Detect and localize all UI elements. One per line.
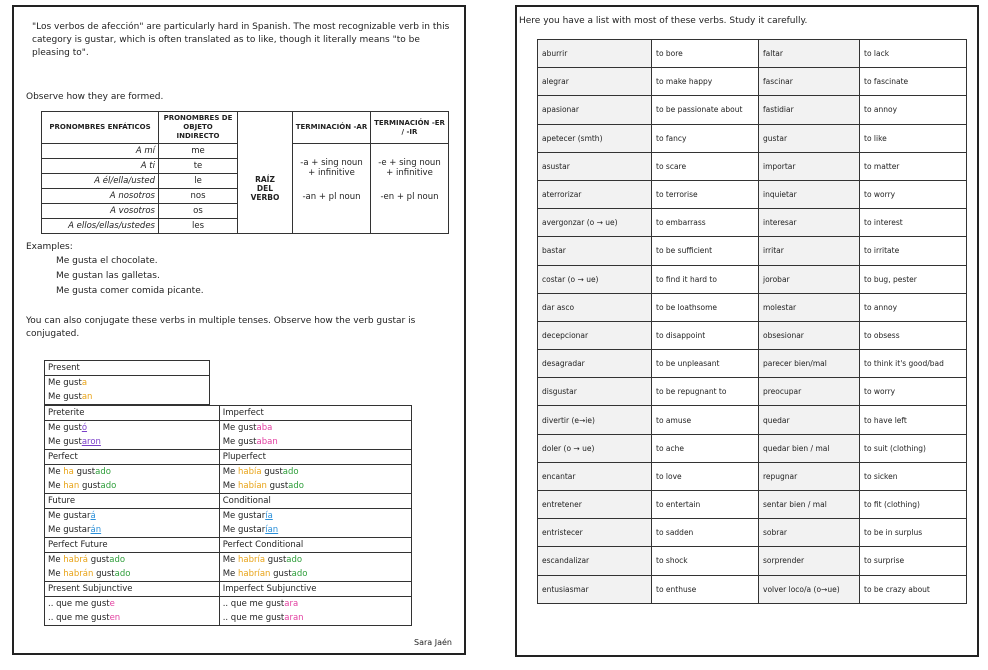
verb-es: fastidiar [759,96,860,124]
conj-line: Me gustaba [219,421,411,436]
verb-en: to be passionate about [652,96,759,124]
vocab-row [538,462,967,490]
pron-oi: les [159,219,238,234]
verb-es: disgustar [538,378,652,406]
verb-en: to ache [652,434,759,462]
conj-intro: You can also conjugate these verbs in multiple tenses. Observe how the verb gustar is conjugated. [26,316,416,339]
verb-es: fascinar [759,68,860,96]
vocab-row [538,152,967,180]
verb-es: encantar [538,462,652,490]
verb-es: importar [759,152,860,180]
conj-line: Me gustarán [45,523,220,538]
verb-es: apasionar [538,96,652,124]
pron-oi: le [159,174,238,189]
tense-title: Perfect Future [45,538,220,553]
verb-es: costar (o → ue) [538,265,652,293]
pron-enf: A ellos/ellas/ustedes [42,219,159,234]
verb-es: escandalizar [538,547,652,575]
verb-es: desagradar [538,350,652,378]
tense-title: Pluperfect [219,450,411,465]
vocab-table [537,39,967,604]
verb-en: to matter [860,152,967,180]
verb-es: preocupar [759,378,860,406]
example-3: Me gusta comer comida picante. [56,286,204,296]
conj-line: Me gustan [45,390,210,405]
verb-es: sentar bien / mal [759,491,860,519]
conj-line: Me gustaban [219,435,411,450]
pron-oi: os [159,204,238,219]
conj-line: Me gusta [45,376,210,391]
verb-en: to be repugnant to [652,378,759,406]
verb-en: to lack [860,40,967,68]
verb-en: to bore [652,40,759,68]
verb-en: to be sufficient [652,237,759,265]
pron-enf: A él/ella/usted [42,174,159,189]
pronoun-table [41,111,449,234]
pron-oi: te [159,159,238,174]
verb-en: to irritate [860,237,967,265]
conj-line: Me gustaría [219,509,411,524]
pron-header-5: TERMINACIÓN -ER / -IR [370,112,448,144]
verb-es: sobrar [759,519,860,547]
vocab-row [538,491,967,519]
verb-en: to sadden [652,519,759,547]
verb-es: alegrar [538,68,652,96]
pron-oi: me [159,144,238,159]
verb-en: to obsess [860,321,967,349]
ar-ending-cell [293,144,371,234]
verb-es: entusiasmar [538,575,652,603]
vocab-row [538,265,967,293]
verb-es: obsesionar [759,321,860,349]
conj-line: Me gustó [45,421,220,436]
pron-header-2: PRONOMBRES DE OBJETO INDIRECTO [159,112,238,144]
verb-es: entristecer [538,519,652,547]
pron-enf: A nosotros [42,189,159,204]
verb-en: to have left [860,406,967,434]
verb-es: interesar [759,209,860,237]
verb-es: repugnar [759,462,860,490]
verb-es: apetecer (smth) [538,124,652,152]
verb-en: to enthuse [652,575,759,603]
verb-en: to scare [652,152,759,180]
pron-header-3 [238,112,293,144]
tense-title: Present Subjunctive [45,582,220,597]
verb-en: to interest [860,209,967,237]
verb-en: to surprise [860,547,967,575]
tense-title: Imperfect Subjunctive [219,582,411,597]
conj-line: Me habrían gustado [219,567,411,582]
verb-en: to embarrass [652,209,759,237]
vocab-row [538,406,967,434]
verb-en: to entertain [652,491,759,519]
present-table [44,360,210,405]
examples-label: Examples: [26,242,73,252]
vocab-row [538,547,967,575]
list-intro: Here you have a list with most of these verbs. Study it carefully. [519,16,808,26]
verb-en: to fascinate [860,68,967,96]
er-sing: -e + sing noun + infinitive [378,158,441,178]
intro-paragraph: "Los verbos de afección" are particularly hard in Spanish. The most recognizable verb in this category is gustar, which is often translated as to like, though it literally means "to be pleasing to". [32,22,450,58]
verb-es: bastar [538,237,652,265]
conj-line: Me ha gustado [45,465,220,480]
vocab-row [538,209,967,237]
verb-en: to fancy [652,124,759,152]
tense-title: Perfect Conditional [219,538,411,553]
verb-en: to terrorise [652,180,759,208]
conj-line: Me han gustado [45,479,220,494]
verb-es: avergonzar (o → ue) [538,209,652,237]
verb-en: to find it hard to [652,265,759,293]
conj-line: Me habían gustado [219,479,411,494]
author-signature: Sara Jaén [414,638,452,647]
verb-en: to worry [860,180,967,208]
conj-line: Me había gustado [219,465,411,480]
ar-pl: -an + pl noun [302,192,361,202]
conj-line: .. que me gusten [45,611,220,626]
verb-es: asustar [538,152,652,180]
vocab-row [538,293,967,321]
verb-es: quedar [759,406,860,434]
verb-en: to be in surplus [860,519,967,547]
conj-line: Me gustaron [45,435,220,450]
vocab-row [538,575,967,603]
ar-sing: -a + sing noun + infinitive [300,158,363,178]
example-2: Me gustan las galletas. [56,271,160,281]
tense-title: Conditional [219,494,411,509]
conj-line: .. que me guste [45,597,220,612]
er-ending-cell [370,144,448,234]
vocab-row [538,434,967,462]
tense-title: Preterite [45,406,220,421]
right-page [515,5,979,657]
verb-en: to disappoint [652,321,759,349]
verb-en: to make happy [652,68,759,96]
vocab-row [538,350,967,378]
vocab-row [538,519,967,547]
verb-en: to think it's good/bad [860,350,967,378]
verb-en: to bug, pester [860,265,967,293]
observe-text: Observe how they are formed. [26,92,164,102]
verb-es: parecer bien/mal [759,350,860,378]
verb-en: to amuse [652,406,759,434]
vocab-row [538,180,967,208]
verb-es: entretener [538,491,652,519]
verb-es: aburrir [538,40,652,68]
pron-oi: nos [159,189,238,204]
verb-es: dar asco [538,293,652,321]
verb-es: aterrorizar [538,180,652,208]
verb-es: jorobar [759,265,860,293]
vocab-row [538,378,967,406]
conj-line: .. que me gustaran [219,611,411,626]
vocab-row [538,96,967,124]
conj-line: Me habrá gustado [45,553,220,568]
verb-en: to love [652,462,759,490]
er-pl: -en + pl noun [380,192,439,202]
verb-es: volver loco/a (o→ue) [759,575,860,603]
vocab-row [538,68,967,96]
verb-en: to be unpleasant [652,350,759,378]
pron-header-4: TERMINACIÓN -AR [293,112,371,144]
tense-title: Imperfect [219,406,411,421]
verb-es: doler (o → ue) [538,434,652,462]
verb-es: molestar [759,293,860,321]
verb-en: to like [860,124,967,152]
pron-enf: A ti [42,159,159,174]
verb-es: decepcionar [538,321,652,349]
verb-en: to sicken [860,462,967,490]
pron-header-1: PRONOMBRES ENFÁTICOS [42,112,159,144]
verb-en: to be crazy about [860,575,967,603]
tense-title: Present [45,361,210,376]
verb-es: faltar [759,40,860,68]
vocab-row [538,321,967,349]
verb-es: sorprender [759,547,860,575]
example-1: Me gusta el chocolate. [56,256,158,266]
verb-en: to be loathsome [652,293,759,321]
pron-enf: A vosotros [42,204,159,219]
verb-en: to annoy [860,96,967,124]
conj-line: .. que me gustara [219,597,411,612]
tense-title: Future [45,494,220,509]
left-page [12,5,466,655]
verb-es: inquietar [759,180,860,208]
pron-enf: A mí [42,144,159,159]
conj-line: Me habrán gustado [45,567,220,582]
vocab-row [538,237,967,265]
verb-en: to annoy [860,293,967,321]
vocab-row [538,40,967,68]
conj-line: Me habría gustado [219,553,411,568]
conjugation-table [44,405,412,626]
conj-line: Me gustará [45,509,220,524]
verb-es: quedar bien / mal [759,434,860,462]
verb-en: to fit (clothing) [860,491,967,519]
raiz-cell: RAÍZ DEL VERBO [238,144,293,234]
verb-en: to suit (clothing) [860,434,967,462]
vocab-row [538,124,967,152]
verb-en: to shock [652,547,759,575]
verb-es: divertir (e→ie) [538,406,652,434]
verb-es: gustar [759,124,860,152]
conj-line: Me gustarían [219,523,411,538]
verb-es: irritar [759,237,860,265]
tense-title: Perfect [45,450,220,465]
verb-en: to worry [860,378,967,406]
